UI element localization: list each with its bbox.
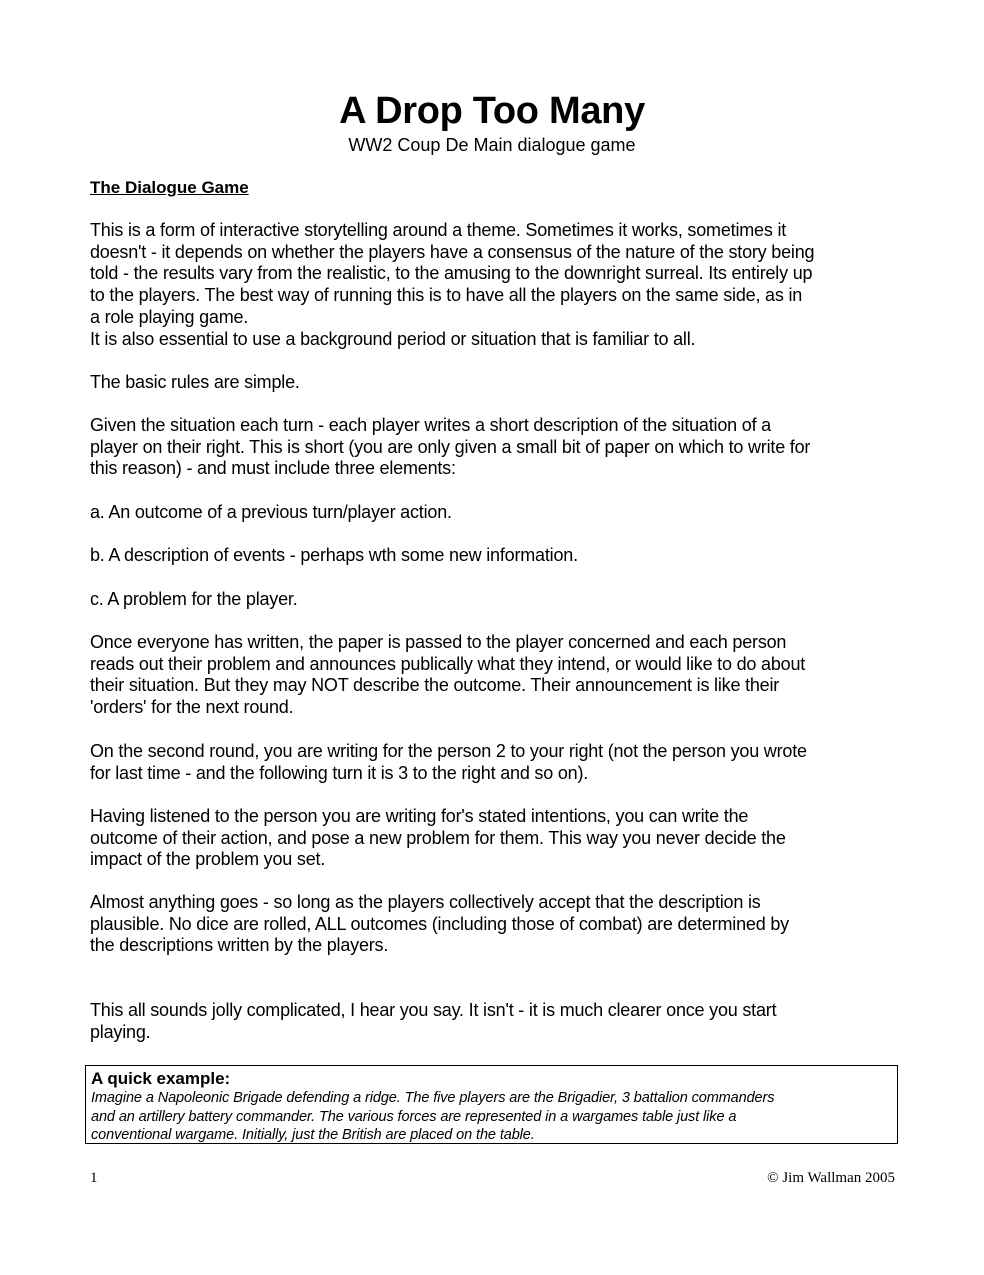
text-line: to the players. The best way of running this is to have all the players on the same side, as in	[90, 285, 803, 306]
text-line: Almost anything goes - so long as the players collectively accept that the description is	[90, 892, 761, 912]
text-line: and an artillery battery commander. The various forces are represented in a wargames table just like a	[91, 1108, 737, 1125]
text-line: doesn't - it depends on whether the players have a consensus of the nature of the story being	[90, 241, 815, 262]
text-line: a role playing game.	[90, 306, 249, 327]
copyright-notice: © Jim Wallman 2005	[767, 1170, 895, 1186]
text-line: 'orders' for the next round.	[90, 697, 294, 718]
paragraph-jolly-complicated	[90, 1000, 910, 1043]
text-line: conventional wargame. Initially, just the British are placed on the table.	[91, 1127, 535, 1143]
list-item-b	[90, 545, 910, 567]
list-item-a	[90, 502, 910, 524]
text-line: Imagine a Napoleonic Brigade defending a ridge. The five players are the Brigadier, 3 battalion commanders	[91, 1090, 775, 1106]
example-text	[91, 1089, 892, 1145]
text-line: b. A description of events - perhaps wth some new information.	[90, 545, 578, 565]
text-line: their situation. But they may NOT describe the outcome. Their announcement is like their	[90, 675, 780, 696]
paragraph-almost-anything	[90, 892, 910, 957]
paragraph-second-round	[90, 741, 910, 784]
text-line: Once everyone has written, the paper is passed to the player concerned and each person	[90, 632, 787, 652]
text-line: This all sounds jolly complicated, I hear you say. It isn't - it is much clearer once you start	[90, 1000, 777, 1020]
paragraph-basic-rules	[90, 372, 910, 394]
document-title: A Drop Too Many	[339, 90, 645, 132]
text-line: this reason) - and must include three elements:	[90, 458, 456, 479]
paragraph-having-listened	[90, 806, 910, 871]
text-line: This is a form of interactive storytelling around a theme. Sometimes it works, sometimes it	[90, 220, 787, 240]
text-line: told - the results vary from the realistic, to the amusing to the downright surreal. Its entirely up	[90, 263, 813, 284]
text-line: plausible. No dice are rolled, ALL outcomes (including those of combat) are determined by	[90, 913, 789, 934]
text-line: outcome of their action, and pose a new problem for them. This way you never decide the	[90, 827, 786, 848]
text-line: reads out their problem and announces publically what they intend, or would like to do about	[90, 653, 806, 674]
text-line: for last time - and the following turn it is 3 to the right and so on).	[90, 762, 589, 783]
page-number: 1	[90, 1170, 98, 1186]
text-line: a. An outcome of a previous turn/player action.	[90, 502, 452, 522]
text-line: Given the situation each turn - each player writes a short description of the situation of a	[90, 415, 771, 435]
text-line: On the second round, you are writing for the person 2 to your right (not the person you wrote	[90, 741, 807, 761]
text-line: c. A problem for the player.	[90, 589, 298, 609]
text-line: It is also essential to use a background period or situation that is familiar to all.	[90, 328, 696, 349]
paragraph-once-everyone	[90, 632, 910, 719]
text-line: player on their right. This is short (you are only given a small bit of paper on which to write for	[90, 436, 811, 457]
text-line: Having listened to the person you are writing for's stated intentions, you can write the	[90, 806, 749, 826]
document-subtitle: WW2 Coup De Main dialogue game	[348, 135, 636, 155]
example-title: A quick example:	[91, 1069, 231, 1088]
section-heading: The Dialogue Game	[90, 178, 249, 197]
example-box	[85, 1065, 898, 1144]
paragraph-intro	[90, 220, 910, 350]
text-line: The basic rules are simple.	[90, 372, 300, 392]
paragraph-given-situation	[90, 415, 910, 480]
text-line: the descriptions written by the players.	[90, 935, 389, 956]
text-line: impact of the problem you set.	[90, 849, 326, 870]
text-line: playing.	[90, 1021, 151, 1042]
list-item-c	[90, 589, 910, 611]
